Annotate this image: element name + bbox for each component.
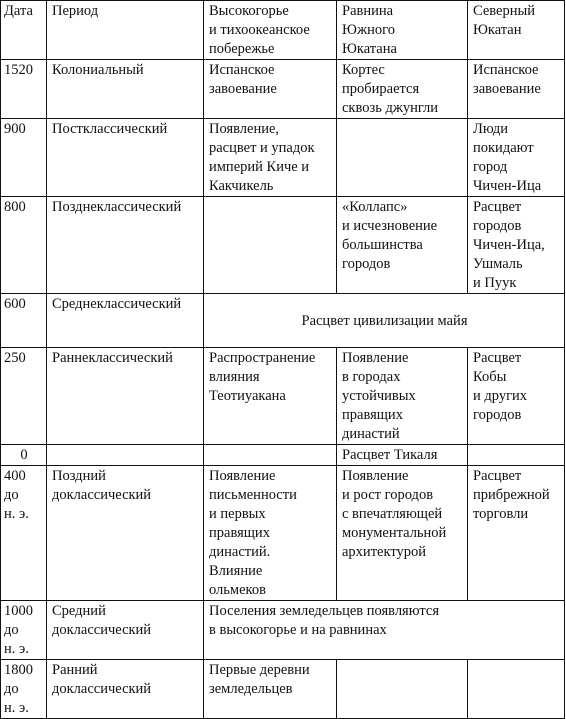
row-south-plain: Расцвет Тикаля bbox=[337, 445, 468, 466]
row-period: Колониальный bbox=[47, 60, 204, 119]
table-row bbox=[1, 601, 565, 660]
table-row bbox=[1, 60, 565, 119]
row-south-plain: Кортес пробирается сквозь джунгли bbox=[337, 60, 468, 119]
table-row bbox=[1, 197, 565, 294]
table-row bbox=[1, 119, 565, 197]
row-south-plain bbox=[337, 660, 468, 719]
header-date: Дата bbox=[1, 1, 47, 60]
row-period: Позднеклассический bbox=[47, 197, 204, 294]
row-north: Расцвет Кобы и других городов bbox=[468, 348, 565, 445]
row-date: 1800 до н. э. bbox=[1, 660, 47, 719]
table-row bbox=[1, 466, 565, 601]
row-date: 400 до н. э. bbox=[1, 466, 47, 601]
row-south-plain: Появление в городах устойчивых правящих династий bbox=[337, 348, 468, 445]
header-highlands: Высокогорье и тихоокеанское побережье bbox=[204, 1, 337, 60]
row-north: Расцвет городов Чичен-Ица, Ушмаль и Пуук bbox=[468, 197, 565, 294]
row-north: Расцвет прибрежной торговли bbox=[468, 466, 565, 601]
table-row bbox=[1, 660, 565, 719]
merged-cell: Расцвет цивилизации майя bbox=[204, 294, 565, 348]
row-highlands bbox=[204, 445, 337, 466]
merged-cell: Поселения земледельцев появляются в высокогорье и на равнинах bbox=[204, 601, 565, 660]
row-date: 600 bbox=[1, 294, 47, 348]
row-period bbox=[47, 445, 204, 466]
header-north: Северный Юкатан bbox=[468, 1, 565, 60]
row-south-plain: Появление и рост городов с впечатляющей монументальной архитектурой bbox=[337, 466, 468, 601]
row-north bbox=[468, 445, 565, 466]
row-period: Средний доклассический bbox=[47, 601, 204, 660]
row-period: Среднеклассический bbox=[47, 294, 204, 348]
row-period: Раннеклассический bbox=[47, 348, 204, 445]
row-date: 800 bbox=[1, 197, 47, 294]
table-row bbox=[1, 445, 565, 466]
row-highlands: Появление, расцвет и упадок империй Киче и Какчикель bbox=[204, 119, 337, 197]
row-period: Поздний доклассический bbox=[47, 466, 204, 601]
header-row bbox=[1, 1, 565, 60]
row-north: Люди покидают город Чичен-Ица bbox=[468, 119, 565, 197]
header-south-plain: Равнина Южного Юкатана bbox=[337, 1, 468, 60]
row-highlands: Распространение влияния Теотиуакана bbox=[204, 348, 337, 445]
row-north: Испанское завоевание bbox=[468, 60, 565, 119]
row-highlands: Испанское завоевание bbox=[204, 60, 337, 119]
header-period: Период bbox=[47, 1, 204, 60]
row-date: 250 bbox=[1, 348, 47, 445]
row-south-plain bbox=[337, 119, 468, 197]
row-date: 0 bbox=[1, 445, 47, 466]
row-date: 1000 до н. э. bbox=[1, 601, 47, 660]
row-period: Постклассический bbox=[47, 119, 204, 197]
table-row bbox=[1, 294, 565, 348]
row-highlands: Появление письменности и первых правящих династий. Влияние ольмеков bbox=[204, 466, 337, 601]
row-date: 1520 bbox=[1, 60, 47, 119]
table-row bbox=[1, 348, 565, 445]
row-highlands bbox=[204, 197, 337, 294]
row-highlands: Первые деревни земледельцев bbox=[204, 660, 337, 719]
row-date: 900 bbox=[1, 119, 47, 197]
row-north bbox=[468, 660, 565, 719]
row-south-plain: «Коллапс» и исчезновение большинства городов bbox=[337, 197, 468, 294]
row-period: Ранний доклассический bbox=[47, 660, 204, 719]
